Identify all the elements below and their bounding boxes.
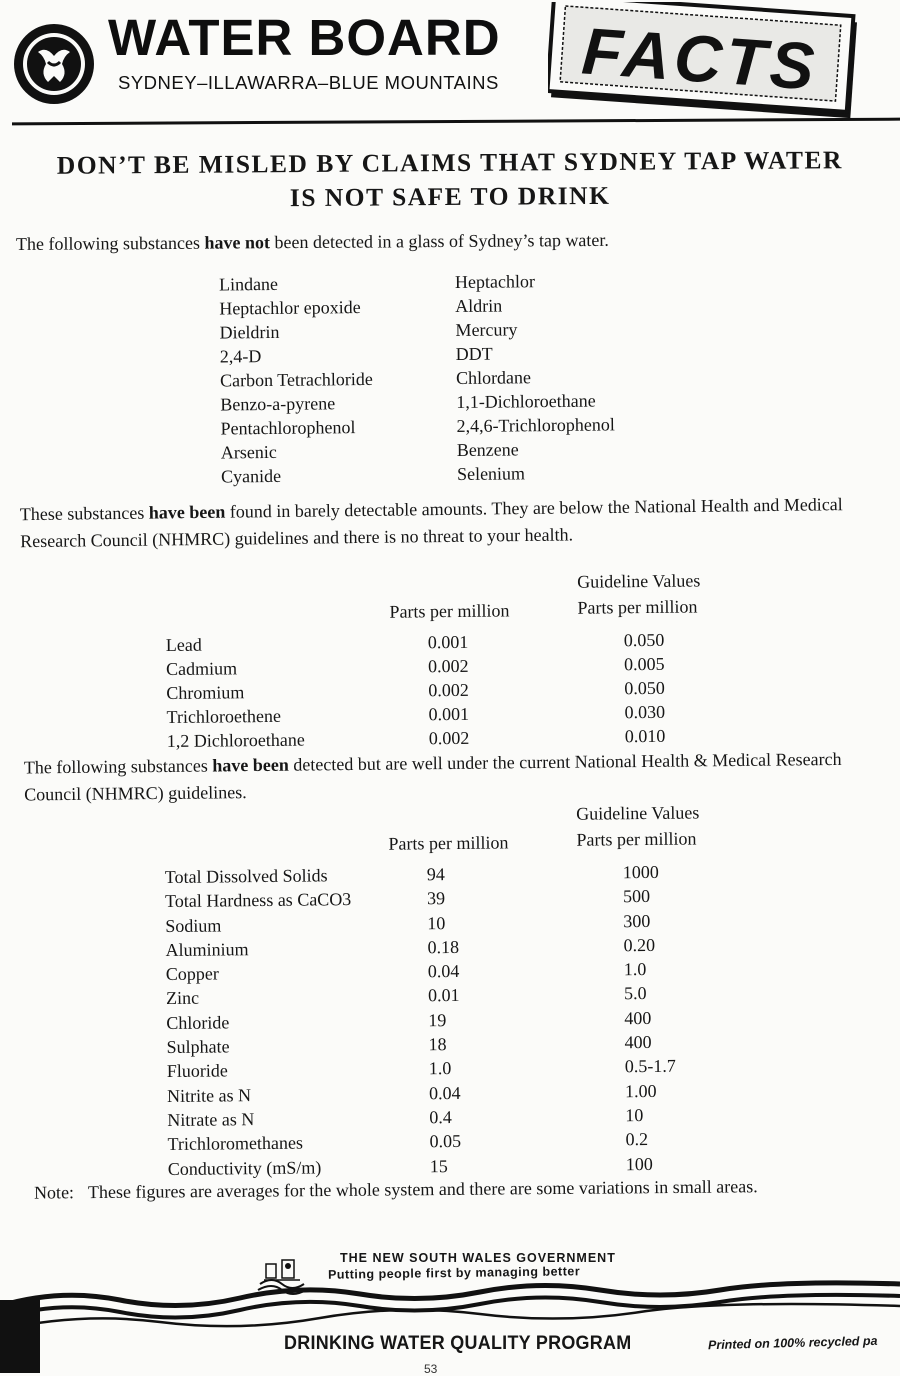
- list-item: Heptachlor: [454, 271, 536, 293]
- guideline-value: 0.030: [624, 701, 666, 723]
- ppm-value: 0.001: [427, 631, 469, 653]
- ppm-value: 39: [426, 888, 446, 909]
- intro2-after: found in barely detectable amounts. They are below the National Health and Medical Research Council (NHMRC) guidelines and there is no threat to your health.: [20, 494, 843, 552]
- substance-name: Cadmium: [165, 658, 238, 680]
- guideline-value: 1.00: [624, 1080, 657, 1101]
- headline: [0, 143, 900, 217]
- guideline-header-line-2: Parts per million: [577, 596, 698, 618]
- list-item: Cyanide: [220, 465, 282, 487]
- substance-name: Total Dissolved Solids: [164, 865, 328, 888]
- note-label: Note:: [33, 1182, 75, 1203]
- intro3-before: The following substances: [23, 755, 213, 778]
- ppm-value: 0.001: [428, 703, 470, 725]
- guideline-header-line-2: Parts per million: [576, 828, 697, 850]
- list-item: Benzene: [456, 439, 519, 461]
- substance-name: Copper: [165, 963, 219, 985]
- ppm-value: 18: [428, 1034, 447, 1055]
- ppm-value: 1.0: [428, 1058, 452, 1079]
- list-item: Mercury: [455, 319, 518, 341]
- list-item: Chlordane: [455, 367, 532, 389]
- intro1-before: The following substances: [15, 232, 205, 255]
- list-item: DDT: [455, 343, 493, 365]
- table-header: [164, 799, 745, 865]
- substance-name: Trichloroethene: [166, 705, 281, 728]
- substance-name: Conductivity (mS/m): [167, 1156, 322, 1179]
- headline-line-2: IS NOT SAFE TO DRINK: [289, 180, 611, 213]
- list-item: 1,1-Dichloroethane: [456, 390, 596, 413]
- guideline-value: 0.050: [624, 677, 665, 699]
- guideline-value: 0.5-1.7: [624, 1056, 676, 1077]
- guideline-value: 400: [624, 1032, 652, 1053]
- recycled-paper-note: Printed on 100% recycled pa: [707, 1333, 878, 1353]
- list-item: Arsenic: [220, 441, 277, 463]
- facts-badge: [548, 2, 866, 118]
- program-title: DRINKING WATER QUALITY PROGRAM: [284, 1332, 632, 1354]
- brand-name: WATER BOARD: [108, 9, 501, 66]
- guideline-value: 5.0: [623, 983, 647, 1004]
- guideline-header: [576, 799, 700, 852]
- table-header: [165, 567, 746, 633]
- intro-not-detected: [16, 225, 876, 258]
- substance-name: Zinc: [165, 988, 200, 1009]
- ppm-value: 94: [426, 864, 445, 885]
- headline-line-1: DON’T BE MISLED BY CLAIMS THAT SYDNEY TAP WATER: [56, 145, 844, 180]
- substance-name: Trichloromethanes: [167, 1132, 304, 1155]
- guideline-value: 500: [622, 886, 651, 907]
- guideline-value: 1000: [622, 861, 659, 883]
- guideline-value: 0.050: [623, 629, 665, 651]
- guideline-header: [577, 567, 701, 620]
- intro2-bold: have been: [148, 501, 226, 523]
- intro1-bold: have not: [204, 232, 271, 253]
- trace-substances-table: [165, 567, 747, 753]
- guideline-value: 400: [624, 1007, 652, 1029]
- substance-name: Aluminium: [165, 939, 249, 960]
- substance-name: Fluoride: [166, 1060, 228, 1082]
- ppm-value: 0.01: [427, 985, 460, 1006]
- brand-subtitle: SYDNEY–ILLAWARRA–BLUE MOUNTAINS: [118, 72, 499, 93]
- not-detected-list: [219, 267, 701, 488]
- substance-name: Nitrite as N: [166, 1084, 252, 1106]
- facts-badge-label: FACTS: [579, 13, 821, 104]
- ppm-value: 10: [427, 912, 446, 933]
- list-item: Aldrin: [455, 295, 503, 317]
- substance-name: Chromium: [166, 682, 245, 704]
- substance-name: Nitrate as N: [167, 1109, 255, 1130]
- list-item: Pentachlorophenol: [220, 417, 356, 439]
- ppm-value: 0.18: [427, 936, 460, 958]
- list-item: Carbon Tetrachloride: [219, 368, 373, 391]
- govt-line-1: THE NEW SOUTH WALES GOVERNMENT: [340, 1251, 616, 1265]
- list-item: 2,4-D: [219, 346, 262, 367]
- list-item: Lindane: [218, 273, 279, 295]
- ppm-value: 0.4: [429, 1107, 452, 1128]
- footnote: [34, 1172, 854, 1206]
- ppm-value: 0.04: [427, 961, 460, 982]
- ppm-value: 0.002: [428, 679, 469, 701]
- substance-name: Lead: [165, 634, 202, 656]
- page-edge-mark: [0, 1300, 40, 1373]
- ppm-header: Parts per million: [389, 600, 510, 622]
- list-item: Dieldrin: [219, 321, 280, 343]
- page-number: 53: [424, 1362, 438, 1376]
- intro2-before: These substances: [19, 502, 149, 525]
- substance-name: Total Hardness as CaCO3: [164, 889, 352, 912]
- govt-tagline: Putting people first by managing better: [327, 1264, 581, 1282]
- intro1-after: been detected in a glass of Sydney’s tap water.: [269, 229, 609, 253]
- list-item: Selenium: [456, 463, 526, 485]
- guideline-header-line-1: Guideline Values: [577, 570, 701, 592]
- ppm-header: Parts per million: [388, 832, 509, 854]
- header-rule: [12, 118, 900, 126]
- guideline-value: 0.20: [623, 934, 656, 956]
- substance-name: Chloride: [166, 1012, 230, 1033]
- water-board-logo: [12, 22, 96, 106]
- list-item: Benzo-a-pyrene: [220, 393, 336, 415]
- guideline-value: 100: [625, 1153, 653, 1174]
- guideline-value: 0.005: [623, 653, 665, 675]
- ppm-value: 0.002: [427, 655, 469, 677]
- intro3-bold: have been: [212, 754, 289, 776]
- ppm-value: 19: [428, 1009, 447, 1031]
- guideline-header-line-1: Guideline Values: [576, 802, 700, 824]
- list-item: 2,4,6-Trichlorophenol: [456, 414, 615, 437]
- substance-name: Sodium: [165, 915, 222, 936]
- intro3-after: detected but are well under the current National Health & Medical Research Council (NHMRC) guidelines.: [24, 748, 842, 805]
- list-row: [221, 459, 701, 488]
- intro-barely-detectable: [20, 491, 871, 555]
- guideline-value: 10: [625, 1105, 644, 1126]
- ppm-value: 0.04: [428, 1082, 461, 1103]
- ppm-value: 15: [429, 1155, 448, 1176]
- substance-name: Sulphate: [166, 1036, 230, 1058]
- ppm-value: 0.002: [428, 727, 470, 749]
- guideline-value: 1.0: [623, 959, 647, 980]
- detected-substances-table: [164, 799, 748, 1181]
- intro-well-under-guidelines: [24, 746, 875, 809]
- substance-name: 1,2 Dichloroethane: [166, 729, 305, 752]
- guideline-value: 300: [623, 910, 651, 931]
- list-item: Heptachlor epoxide: [219, 297, 361, 319]
- guideline-value: 0.010: [624, 725, 666, 747]
- note-text: These figures are averages for the whole system and there are some variations in small areas.: [87, 1176, 758, 1203]
- ppm-value: 0.05: [429, 1131, 462, 1152]
- guideline-value: 0.2: [625, 1129, 649, 1150]
